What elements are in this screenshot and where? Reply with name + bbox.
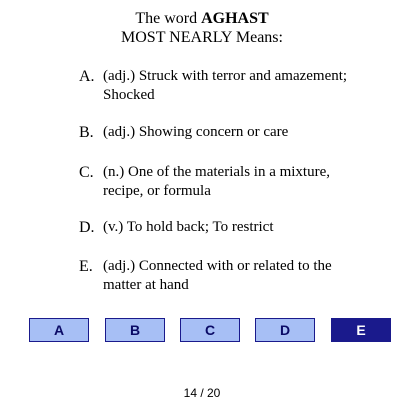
question-word: AGHAST xyxy=(201,10,269,27)
answer-a-button[interactable]: A xyxy=(29,318,89,342)
answer-b-button[interactable]: B xyxy=(105,318,165,342)
option-letter: E. xyxy=(79,258,93,275)
question-line-1 xyxy=(0,9,404,28)
question-prefix: The word xyxy=(135,10,202,27)
option-letter: C. xyxy=(79,164,94,181)
answer-button-row xyxy=(29,318,379,342)
answer-c-button[interactable]: C xyxy=(180,318,240,342)
option-letter: A. xyxy=(79,68,95,85)
page-counter: 14 / 20 xyxy=(183,386,221,400)
option-text: (n.) One of the materials in a mixture, recipe, or formula xyxy=(103,164,331,199)
option-text: (adj.) Showing concern or care xyxy=(103,124,289,140)
option-letter: D. xyxy=(79,219,95,236)
answer-e-button[interactable]: E xyxy=(331,318,391,342)
option-letter: B. xyxy=(79,124,94,141)
option-text: (adj.) Struck with terror and amazement; Shocked xyxy=(103,68,348,103)
option-text: (adj.) Connected with or related to the matter at hand xyxy=(103,258,332,293)
option-text: (v.) To hold back; To restrict xyxy=(103,219,274,235)
question-line-2: MOST NEARLY Means: xyxy=(121,29,283,46)
question-prompt xyxy=(0,9,404,47)
answer-d-button[interactable]: D xyxy=(255,318,315,342)
